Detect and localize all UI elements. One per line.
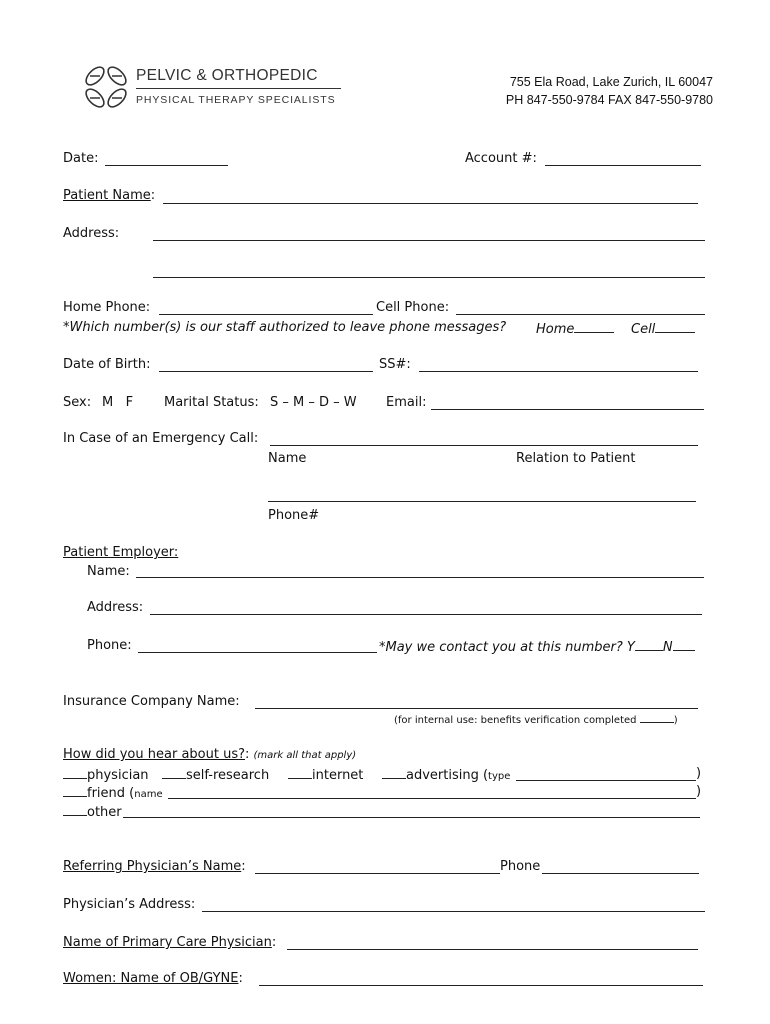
sex-label: Sex:	[63, 395, 92, 410]
home-phone-field[interactable]	[159, 314, 373, 315]
obgyn-label	[63, 971, 243, 986]
address-label: Address:	[63, 226, 120, 241]
physician-checkbox[interactable]	[63, 766, 87, 779]
clinic-logo-icon	[82, 63, 130, 111]
logo-title: PELVIC & ORTHOPEDIC	[136, 67, 318, 84]
opt-physician: physician	[87, 768, 149, 783]
insurance-internal-note	[394, 713, 678, 726]
patient-name-colon: :	[150, 188, 156, 203]
insurance-note-close: )	[673, 715, 678, 726]
benefits-verified-field[interactable]	[640, 713, 674, 723]
other-option	[63, 803, 122, 820]
pcp-field[interactable]	[287, 949, 698, 950]
referring-phone-label: Phone	[500, 859, 541, 874]
hear-heading-text: How did you hear about us?	[63, 747, 245, 762]
employer-address-field[interactable]	[150, 614, 702, 615]
contact-no-checkbox[interactable]	[673, 638, 695, 651]
address-field-line-2[interactable]	[153, 277, 705, 278]
friend-close: )	[696, 784, 702, 799]
ssn-field[interactable]	[419, 371, 698, 372]
employer-contact-question	[379, 638, 695, 655]
opt-friend: friend (	[87, 786, 135, 801]
hear-colon: :	[245, 747, 250, 762]
sex-options[interactable]: M F	[102, 395, 134, 410]
pcp-colon: :	[271, 935, 277, 950]
obgyn-colon: :	[238, 971, 243, 986]
hear-note: (mark all that apply)	[253, 750, 357, 761]
employer-name-label: Name:	[87, 564, 130, 579]
other-checkbox[interactable]	[63, 803, 87, 816]
email-field[interactable]	[431, 409, 704, 410]
messages-question: *Which number(s) is our staff authorized to leave phone messages?	[63, 320, 507, 335]
account-label: Account #:	[465, 151, 537, 166]
marital-options[interactable]: S – M – D – W	[270, 395, 357, 410]
home-phone-label: Home Phone:	[63, 300, 151, 315]
employer-heading: Patient Employer:	[63, 545, 179, 560]
self-research-option	[162, 766, 269, 783]
patient-name-label-text: Patient Name	[63, 188, 151, 203]
home-message-option	[536, 320, 614, 337]
employer-phone-label: Phone:	[87, 638, 132, 653]
insurance-note-text: (for internal use: benefits verification completed	[394, 715, 637, 726]
cell-phone-field[interactable]	[456, 314, 705, 315]
self-research-checkbox[interactable]	[162, 766, 186, 779]
referring-label	[63, 859, 246, 874]
referring-label-text: Referring Physician’s Name	[63, 859, 242, 874]
ssn-label: SS#:	[379, 357, 411, 372]
cell-option-text: Cell	[631, 322, 656, 337]
emergency-label: In Case of an Emergency Call:	[63, 431, 259, 446]
clinic-address: 755 Ela Road, Lake Zurich, IL 60047	[509, 75, 713, 89]
obgyn-label-text: Women: Name of OB/GYNE	[63, 971, 239, 986]
pcp-label-text: Name of Primary Care Physician	[63, 935, 272, 950]
clinic-phone-fax: PH 847-550-9784 FAX 847-550-9780	[505, 93, 713, 107]
employer-phone-field[interactable]	[138, 652, 377, 653]
email-label: Email:	[386, 395, 427, 410]
advertising-type-field[interactable]	[516, 780, 696, 781]
referring-name-field[interactable]	[255, 873, 500, 874]
employer-address-label: Address:	[87, 600, 144, 615]
referring-colon: :	[241, 859, 246, 874]
advertising-checkbox[interactable]	[382, 766, 406, 779]
physician-address-field[interactable]	[202, 911, 705, 912]
account-field[interactable]	[545, 165, 701, 166]
advertising-close: )	[696, 766, 702, 781]
emergency-name-caption: Name	[268, 451, 307, 466]
emergency-relation-caption: Relation to Patient	[516, 451, 636, 466]
cell-phone-label: Cell Phone:	[376, 300, 450, 315]
address-field-line-1[interactable]	[153, 240, 705, 241]
opt-internet: internet	[312, 768, 364, 783]
emergency-name-field[interactable]	[270, 445, 698, 446]
patient-name-label	[63, 188, 155, 203]
contact-yes-checkbox[interactable]	[635, 638, 663, 651]
pcp-label	[63, 935, 276, 950]
cell-message-option	[631, 320, 695, 337]
physician-address-label: Physician’s Address:	[63, 897, 196, 912]
patient-name-field[interactable]	[163, 203, 698, 204]
opt-other: other	[87, 805, 122, 820]
date-field[interactable]	[105, 165, 228, 166]
emergency-phone-caption: Phone#	[268, 508, 320, 523]
cell-message-checkbox[interactable]	[655, 320, 695, 333]
insurance-label: Insurance Company Name:	[63, 694, 240, 709]
friend-checkbox[interactable]	[63, 784, 87, 797]
advertising-option	[382, 766, 510, 783]
other-field[interactable]	[123, 817, 700, 818]
date-label: Date:	[63, 151, 99, 166]
friend-name-field[interactable]	[168, 798, 696, 799]
marital-label: Marital Status:	[164, 395, 259, 410]
home-message-checkbox[interactable]	[574, 320, 614, 333]
insurance-field[interactable]	[255, 708, 698, 709]
opt-name: name	[134, 789, 163, 800]
internet-option	[288, 766, 363, 783]
employer-contact-question-text: *May we contact you at this number? Y	[379, 640, 635, 655]
friend-option	[63, 784, 163, 801]
logo-divider	[136, 88, 341, 89]
internet-checkbox[interactable]	[288, 766, 312, 779]
dob-field[interactable]	[159, 371, 373, 372]
opt-type: type	[488, 771, 511, 782]
employer-name-field[interactable]	[136, 577, 704, 578]
employer-contact-no-text: N	[662, 640, 673, 655]
opt-self-research: self-research	[186, 768, 270, 783]
opt-advertising: advertising (	[406, 768, 489, 783]
dob-label: Date of Birth:	[63, 357, 151, 372]
obgyn-field[interactable]	[259, 985, 703, 986]
hear-options-row	[63, 766, 149, 783]
emergency-phone-field[interactable]	[268, 501, 696, 502]
referring-phone-field[interactable]	[542, 873, 699, 874]
hear-heading	[63, 747, 356, 762]
home-option-text: Home	[536, 322, 575, 337]
logo-subtitle: PHYSICAL THERAPY SPECIALISTS	[136, 94, 336, 106]
